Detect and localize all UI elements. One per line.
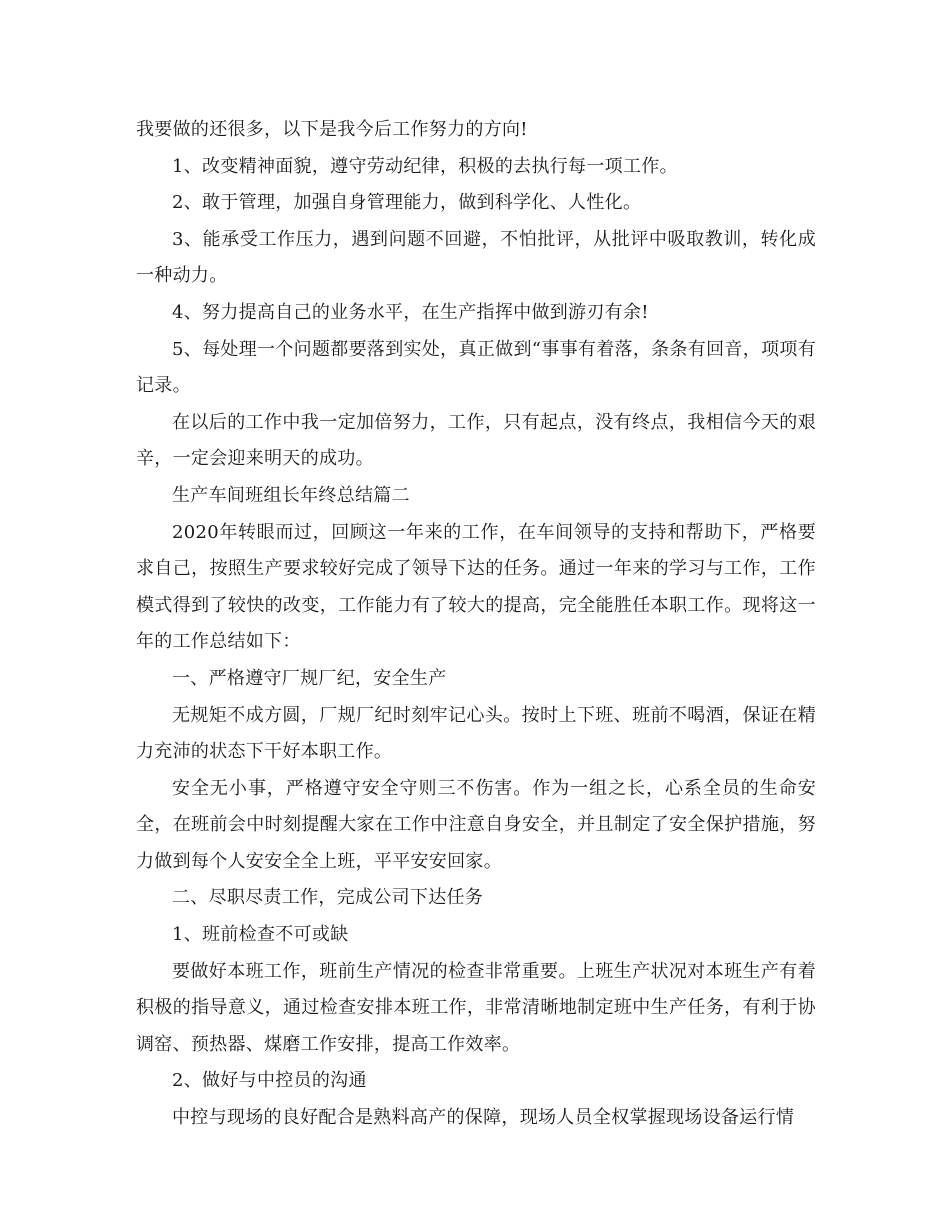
subsection-heading: 2、做好与中控员的沟通 — [172, 1070, 367, 1092]
section-heading: 一、严格遵守厂规厂纪，安全生产 — [172, 667, 447, 689]
section-title: 生产车间班组长年终总结篇二 — [172, 484, 410, 506]
paragraph: 在以后的工作中我一定加倍努力，工作，只有起点，没有终点，我相信今天的艰辛，一定会迎来明天的成功。 — [136, 411, 816, 470]
paragraph: 3、能承受工作压力，遇到问题不回避，不怕批评，从批评中吸取教训，转化成一种动力。 — [136, 228, 816, 287]
subsection-heading: 1、班前检查不可或缺 — [172, 924, 349, 946]
paragraph: 我要做的还很多，以下是我今后工作努力的方向! — [136, 119, 528, 140]
paragraph: 2、敢于管理，加强自身管理能力，做到科学化、人性化。 — [172, 192, 642, 214]
paragraph: 要做好本班工作，班前生产情况的检查非常重要。上班生产状况对本班生产有着积极的指导意义，通过检查安排本班工作，非常清晰地制定班中生产任务，有利于协调窑、预热器、煤磨工作安排，提高工作效率。 — [136, 960, 816, 1055]
document-body — [136, 112, 816, 1137]
paragraph: 安全无小事，严格遵守安全守则三不伤害。作为一组之长，心系全员的生命安全，在班前会中时刻提醒大家在工作中注意自身安全，并且制定了安全保护措施，努力做到每个人安安全全上班，平平安安回家。 — [136, 777, 816, 872]
paragraph: 中控与现场的良好配合是熟料高产的保障，现场人员全权掌握现场设备运行情 — [172, 1107, 795, 1129]
paragraph: 无规矩不成方圆，厂规厂纪时刻牢记心头。按时上下班、班前不喝酒，保证在精力充沛的状态下干好本职工作。 — [136, 704, 816, 763]
paragraph: 5、每处理一个问题都要落到实处，真正做到“事事有着落，条条有回音，项项有记录。 — [136, 338, 816, 397]
paragraph: 2020年转眼而过，回顾这一年来的工作，在车间领导的支持和帮助下，严格要求自己，按照生产要求较好完成了领导下达的任务。通过一年来的学习与工作，工作模式得到了较快的改变，工作能力有了较大的提高，完全能胜任本职工作。现将这一年的工作总结如下： — [136, 521, 816, 653]
paragraph: 1、改变精神面貌，遵守劳动纪律，积极的去执行每一项工作。 — [172, 155, 678, 177]
paragraph: 4、努力提高自己的业务水平，在生产指挥中做到游刃有余! — [172, 301, 649, 323]
section-heading: 二、尽职尽责工作，完成公司下达任务 — [172, 887, 484, 909]
